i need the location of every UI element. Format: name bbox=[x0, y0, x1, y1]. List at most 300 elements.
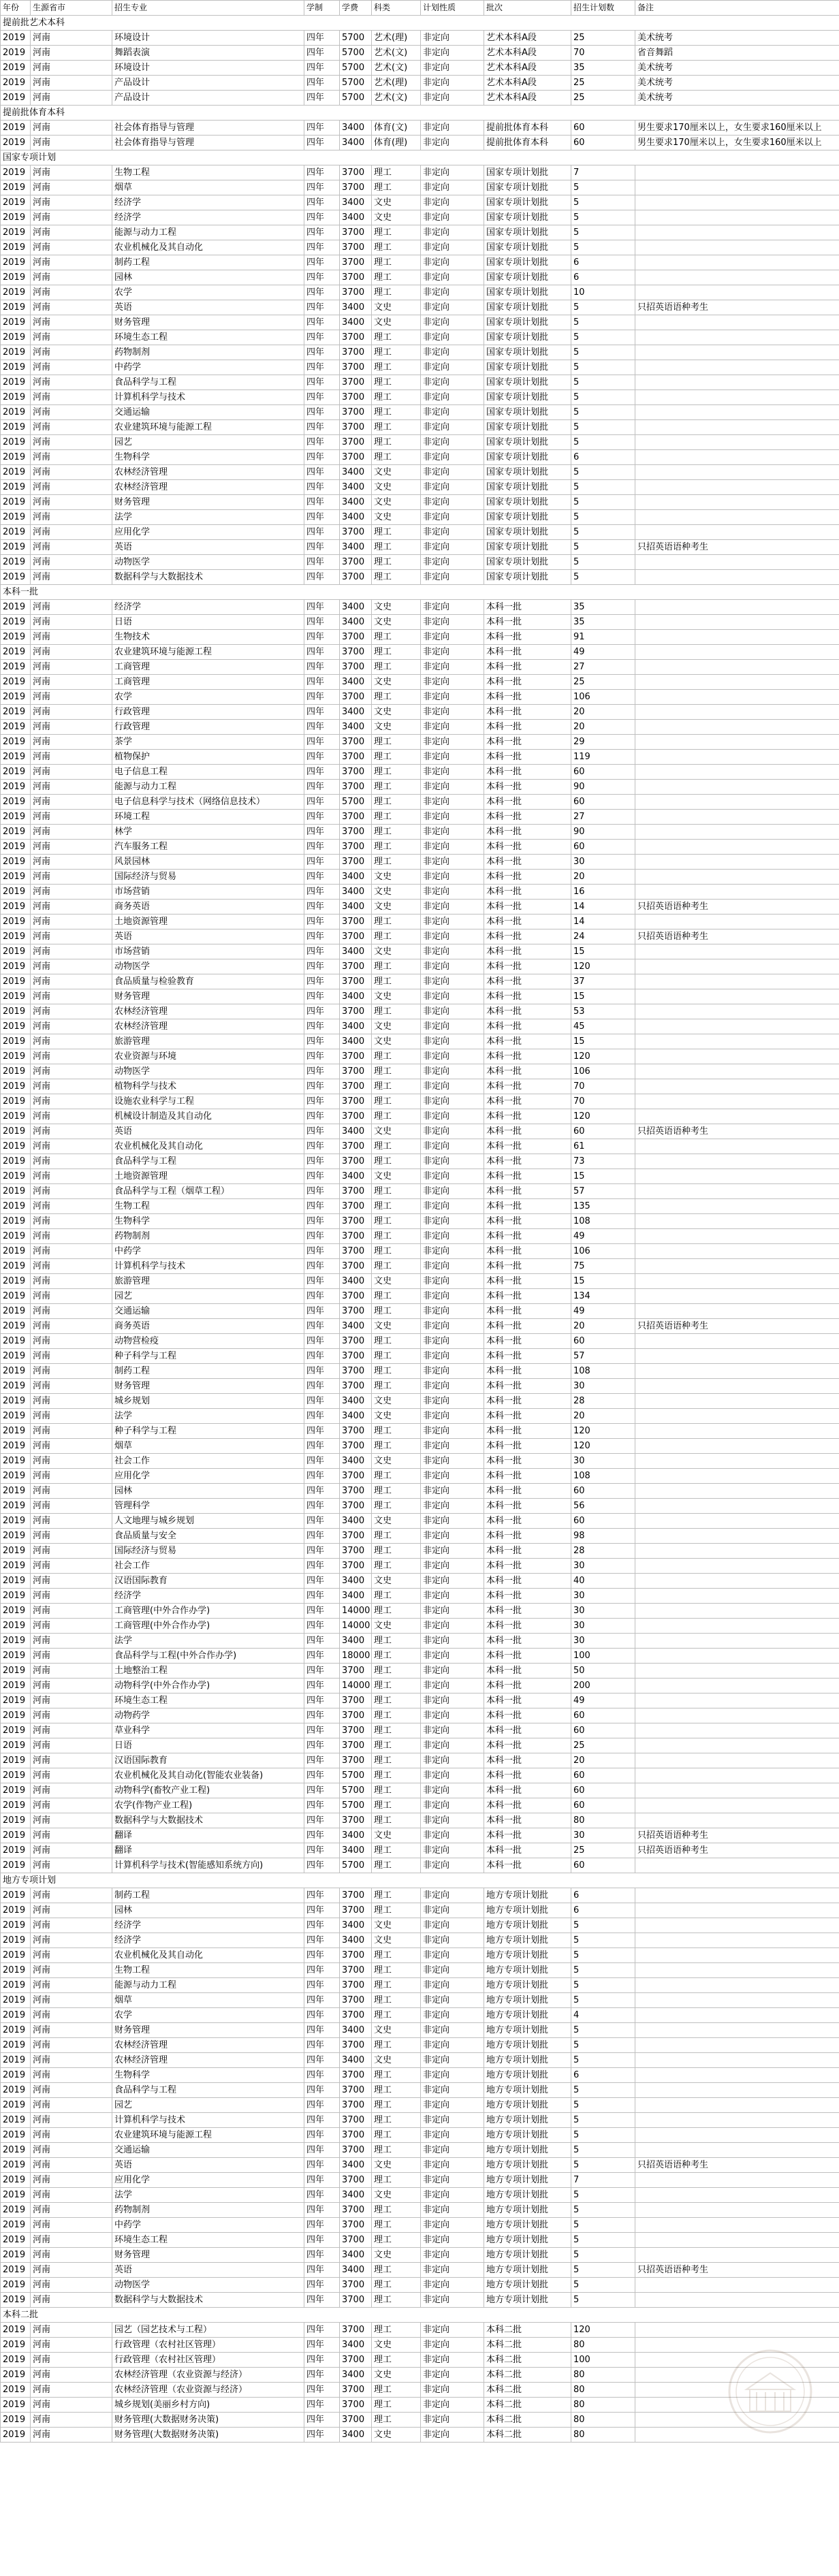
table-row bbox=[1, 1424, 839, 1439]
table-cell: 理工 bbox=[372, 1813, 421, 1828]
table-cell bbox=[635, 795, 839, 810]
table-cell: 3400 bbox=[340, 1514, 372, 1529]
table-cell: 3700 bbox=[340, 1694, 372, 1708]
table-cell: 2019 bbox=[1, 630, 31, 645]
table-cell: 2019 bbox=[1, 435, 31, 450]
table-cell: 3700 bbox=[340, 2143, 372, 2158]
table-cell: 2019 bbox=[1, 525, 31, 540]
table-cell: 体育(理) bbox=[372, 136, 421, 150]
table-row bbox=[1, 630, 839, 645]
table-cell: 5 bbox=[571, 2293, 635, 2308]
table-cell: 120 bbox=[571, 1109, 635, 1124]
table-cell: 文史 bbox=[372, 2053, 421, 2068]
table-row bbox=[1, 1394, 839, 1409]
table-cell: 理工 bbox=[372, 1768, 421, 1783]
table-cell: 3400 bbox=[340, 510, 372, 525]
header-cell: 年份 bbox=[1, 1, 31, 16]
table-row bbox=[1, 1738, 839, 1753]
table-cell: 27 bbox=[571, 660, 635, 675]
table-cell: 男生要求170厘米以上，女生要求160厘米以上 bbox=[635, 136, 839, 150]
table-cell: 6 bbox=[571, 1888, 635, 1903]
table-cell bbox=[635, 1199, 839, 1214]
table-cell: 3700 bbox=[340, 1109, 372, 1124]
table-cell: 四年 bbox=[304, 420, 340, 435]
table-cell: 6 bbox=[571, 450, 635, 465]
table-row bbox=[1, 1169, 839, 1184]
table-cell: 3400 bbox=[340, 136, 372, 150]
table-cell: 3700 bbox=[340, 2278, 372, 2293]
table-row bbox=[1, 1379, 839, 1394]
table-row bbox=[1, 1334, 839, 1349]
table-cell: 非定向 bbox=[421, 1049, 484, 1064]
table-cell: 3700 bbox=[340, 1304, 372, 1319]
table-cell: 只招英语语种考生 bbox=[635, 900, 839, 915]
table-row bbox=[1, 2413, 839, 2428]
table-cell: 四年 bbox=[304, 885, 340, 900]
table-cell: 计算机科学与技术 bbox=[112, 390, 304, 405]
table-cell: 非定向 bbox=[421, 2323, 484, 2338]
table-row bbox=[1, 810, 839, 825]
table-cell: 非定向 bbox=[421, 1888, 484, 1903]
table-cell: 四年 bbox=[304, 2083, 340, 2098]
table-cell bbox=[635, 450, 839, 465]
table-cell: 3700 bbox=[340, 570, 372, 585]
table-cell: 理工 bbox=[372, 420, 421, 435]
table-cell: 非定向 bbox=[421, 1199, 484, 1214]
table-cell: 非定向 bbox=[421, 1798, 484, 1813]
table-cell: 理工 bbox=[372, 2098, 421, 2113]
table-cell bbox=[635, 1424, 839, 1439]
table-cell: 河南 bbox=[31, 390, 112, 405]
table-cell: 2019 bbox=[1, 1274, 31, 1289]
table-cell bbox=[635, 1948, 839, 1963]
table-cell: 2019 bbox=[1, 1214, 31, 1229]
table-cell: 河南 bbox=[31, 1214, 112, 1229]
table-cell: 非定向 bbox=[421, 270, 484, 285]
table-cell: 食品科学与工程 bbox=[112, 1154, 304, 1169]
table-cell: 理工 bbox=[372, 915, 421, 929]
table-cell: 3400 bbox=[340, 2368, 372, 2383]
table-cell: 国家专项计划批 bbox=[484, 510, 571, 525]
table-cell: 地方专项计划批 bbox=[484, 2263, 571, 2278]
table-cell: 本科二批 bbox=[484, 2368, 571, 2383]
table-cell: 非定向 bbox=[421, 2083, 484, 2098]
table-cell: 2019 bbox=[1, 660, 31, 675]
table-cell: 3700 bbox=[340, 1199, 372, 1214]
table-cell: 2019 bbox=[1, 1379, 31, 1394]
table-cell: 理工 bbox=[372, 1004, 421, 1019]
table-cell: 四年 bbox=[304, 31, 340, 46]
table-cell: 2019 bbox=[1, 2413, 31, 2428]
table-cell: 非定向 bbox=[421, 1349, 484, 1364]
table-cell: 2019 bbox=[1, 2293, 31, 2308]
table-cell: 3400 bbox=[340, 1843, 372, 1858]
table-cell: 理工 bbox=[372, 929, 421, 944]
table-cell: 四年 bbox=[304, 900, 340, 915]
table-cell: 非定向 bbox=[421, 1424, 484, 1439]
table-cell: 2019 bbox=[1, 1169, 31, 1184]
table-cell: 非定向 bbox=[421, 944, 484, 959]
table-row bbox=[1, 1349, 839, 1364]
table-cell: 24 bbox=[571, 929, 635, 944]
table-cell: 120 bbox=[571, 1049, 635, 1064]
table-row bbox=[1, 285, 839, 300]
table-cell bbox=[635, 2338, 839, 2353]
table-cell: 四年 bbox=[304, 1424, 340, 1439]
table-cell: 理工 bbox=[372, 1948, 421, 1963]
table-cell: 非定向 bbox=[421, 1304, 484, 1319]
table-cell: 3700 bbox=[340, 1544, 372, 1559]
table-cell: 2019 bbox=[1, 2248, 31, 2263]
table-cell: 文史 bbox=[372, 2023, 421, 2038]
table-cell: 四年 bbox=[304, 525, 340, 540]
table-cell: 河南 bbox=[31, 2218, 112, 2233]
table-cell: 英语 bbox=[112, 1124, 304, 1139]
table-cell: 3400 bbox=[340, 2338, 372, 2353]
table-cell: 理工 bbox=[372, 1858, 421, 1873]
table-cell: 理工 bbox=[372, 1664, 421, 1679]
table-cell: 文史 bbox=[372, 1019, 421, 1034]
table-cell: 3700 bbox=[340, 2293, 372, 2308]
table-cell: 农业建筑环境与能源工程 bbox=[112, 2128, 304, 2143]
table-cell: 本科一批 bbox=[484, 1589, 571, 1604]
table-cell bbox=[635, 375, 839, 390]
table-cell: 社会工作 bbox=[112, 1559, 304, 1574]
table-cell: 60 bbox=[571, 1768, 635, 1783]
table-cell: 植物保护 bbox=[112, 750, 304, 765]
table-cell: 国家专项计划批 bbox=[484, 345, 571, 360]
table-cell: 四年 bbox=[304, 270, 340, 285]
table-cell: 能源与动力工程 bbox=[112, 225, 304, 240]
table-cell bbox=[635, 615, 839, 630]
table-cell: 5 bbox=[571, 2023, 635, 2038]
table-row bbox=[1, 345, 839, 360]
table-cell: 2019 bbox=[1, 1334, 31, 1349]
table-cell: 14 bbox=[571, 900, 635, 915]
table-cell: 文史 bbox=[372, 900, 421, 915]
table-cell: 河南 bbox=[31, 2023, 112, 2038]
table-cell: 河南 bbox=[31, 1559, 112, 1574]
table-cell: 英语 bbox=[112, 300, 304, 315]
table-cell: 美术统考 bbox=[635, 31, 839, 46]
table-cell: 电子信息工程 bbox=[112, 765, 304, 780]
section-title: 本科二批 bbox=[1, 2308, 839, 2323]
table-cell: 文史 bbox=[372, 480, 421, 495]
table-cell: 河南 bbox=[31, 2353, 112, 2368]
table-cell: 河南 bbox=[31, 315, 112, 330]
table-cell: 2019 bbox=[1, 2233, 31, 2248]
table-cell: 四年 bbox=[304, 959, 340, 974]
table-row bbox=[1, 1139, 839, 1154]
header-cell: 备注 bbox=[635, 1, 839, 16]
table-cell: 3400 bbox=[340, 2053, 372, 2068]
table-cell bbox=[635, 525, 839, 540]
table-cell: 土地资源管理 bbox=[112, 1169, 304, 1184]
table-cell: 文史 bbox=[372, 1124, 421, 1139]
table-cell: 60 bbox=[571, 1858, 635, 1873]
table-cell: 非定向 bbox=[421, 480, 484, 495]
table-cell: 河南 bbox=[31, 1918, 112, 1933]
table-cell: 20 bbox=[571, 1319, 635, 1334]
table-cell: 3400 bbox=[340, 1574, 372, 1589]
table-row bbox=[1, 2158, 839, 2173]
table-cell bbox=[635, 2068, 839, 2083]
table-cell bbox=[635, 1903, 839, 1918]
table-cell: 3400 bbox=[340, 1394, 372, 1409]
table-cell: 本科一批 bbox=[484, 750, 571, 765]
table-cell: 非定向 bbox=[421, 1004, 484, 1019]
table-row bbox=[1, 1499, 839, 1514]
table-cell: 河南 bbox=[31, 2398, 112, 2413]
table-cell: 非定向 bbox=[421, 46, 484, 61]
table-cell: 本科一批 bbox=[484, 1783, 571, 1798]
table-cell: 艺术(理) bbox=[372, 31, 421, 46]
table-cell: 2019 bbox=[1, 1679, 31, 1694]
table-cell: 2019 bbox=[1, 690, 31, 705]
table-cell: 非定向 bbox=[421, 2203, 484, 2218]
table-cell: 2019 bbox=[1, 510, 31, 525]
table-cell: 地方专项计划批 bbox=[484, 2218, 571, 2233]
table-cell: 2019 bbox=[1, 165, 31, 180]
table-row bbox=[1, 1544, 839, 1559]
table-cell: 2019 bbox=[1, 2098, 31, 2113]
table-cell: 3400 bbox=[340, 1169, 372, 1184]
table-cell: 5 bbox=[571, 2188, 635, 2203]
table-cell: 本科一批 bbox=[484, 1858, 571, 1873]
table-cell: 理工 bbox=[372, 2173, 421, 2188]
table-cell: 理工 bbox=[372, 165, 421, 180]
table-cell: 3700 bbox=[340, 2113, 372, 2128]
table-cell bbox=[635, 1259, 839, 1274]
table-cell: 2019 bbox=[1, 1394, 31, 1409]
table-cell: 河南 bbox=[31, 285, 112, 300]
table-cell bbox=[635, 2413, 839, 2428]
table-cell: 理工 bbox=[372, 855, 421, 870]
table-cell: 2019 bbox=[1, 121, 31, 136]
table-cell: 49 bbox=[571, 645, 635, 660]
table-cell bbox=[635, 780, 839, 795]
table-cell: 2019 bbox=[1, 2023, 31, 2038]
table-row bbox=[1, 1124, 839, 1139]
table-cell: 2019 bbox=[1, 2188, 31, 2203]
table-cell: 四年 bbox=[304, 1544, 340, 1559]
table-cell: 农业建筑环境与能源工程 bbox=[112, 420, 304, 435]
table-cell: 60 bbox=[571, 1798, 635, 1813]
table-row bbox=[1, 1019, 839, 1034]
table-cell: 70 bbox=[571, 1079, 635, 1094]
table-cell: 非定向 bbox=[421, 210, 484, 225]
table-cell: 30 bbox=[571, 1379, 635, 1394]
table-cell: 河南 bbox=[31, 989, 112, 1004]
table-cell: 2019 bbox=[1, 1184, 31, 1199]
table-cell: 生物工程 bbox=[112, 1199, 304, 1214]
table-cell: 四年 bbox=[304, 1978, 340, 1993]
table-cell: 理工 bbox=[372, 1993, 421, 2008]
table-cell: 本科二批 bbox=[484, 2353, 571, 2368]
table-cell: 3700 bbox=[340, 735, 372, 750]
table-cell: 理工 bbox=[372, 795, 421, 810]
table-cell: 旅游管理 bbox=[112, 1034, 304, 1049]
table-cell: 动物医学 bbox=[112, 959, 304, 974]
table-cell: 3400 bbox=[340, 2188, 372, 2203]
table-cell: 2019 bbox=[1, 885, 31, 900]
table-cell: 四年 bbox=[304, 1034, 340, 1049]
table-cell: 经济学 bbox=[112, 1933, 304, 1948]
table-cell: 3400 bbox=[340, 2023, 372, 2038]
table-cell bbox=[635, 420, 839, 435]
table-cell: 地方专项计划批 bbox=[484, 2083, 571, 2098]
table-cell: 本科一批 bbox=[484, 900, 571, 915]
table-cell bbox=[635, 660, 839, 675]
table-cell: 3400 bbox=[340, 121, 372, 136]
table-cell: 农学 bbox=[112, 2008, 304, 2023]
table-cell: 国家专项计划批 bbox=[484, 330, 571, 345]
table-cell: 本科一批 bbox=[484, 1843, 571, 1858]
table-cell: 国家专项计划批 bbox=[484, 210, 571, 225]
table-cell: 农学 bbox=[112, 285, 304, 300]
table-cell: 60 bbox=[571, 121, 635, 136]
table-cell: 四年 bbox=[304, 2188, 340, 2203]
table-cell bbox=[635, 1649, 839, 1664]
table-cell: 四年 bbox=[304, 1948, 340, 1963]
table-cell: 工商管理 bbox=[112, 660, 304, 675]
table-cell: 四年 bbox=[304, 1334, 340, 1349]
table-row bbox=[1, 1529, 839, 1544]
table-row bbox=[1, 1664, 839, 1679]
table-cell: 只招英语语种考生 bbox=[635, 300, 839, 315]
table-cell: 理工 bbox=[372, 2113, 421, 2128]
table-cell: 2019 bbox=[1, 2263, 31, 2278]
table-cell: 61 bbox=[571, 1139, 635, 1154]
table-cell: 非定向 bbox=[421, 240, 484, 255]
table-cell: 120 bbox=[571, 1424, 635, 1439]
table-cell: 四年 bbox=[304, 2173, 340, 2188]
table-cell: 河南 bbox=[31, 1439, 112, 1454]
table-cell: 2019 bbox=[1, 2113, 31, 2128]
table-cell: 20 bbox=[571, 720, 635, 735]
table-cell: 四年 bbox=[304, 1753, 340, 1768]
table-cell: 本科一批 bbox=[484, 1604, 571, 1619]
table-cell: 行政管理（农村社区管理） bbox=[112, 2353, 304, 2368]
table-cell: 3700 bbox=[340, 240, 372, 255]
table-cell: 本科二批 bbox=[484, 2413, 571, 2428]
table-cell: 非定向 bbox=[421, 2368, 484, 2383]
table-cell: 理工 bbox=[372, 1439, 421, 1454]
table-cell: 理工 bbox=[372, 750, 421, 765]
table-row bbox=[1, 900, 839, 915]
table-cell: 5700 bbox=[340, 46, 372, 61]
table-cell: 制药工程 bbox=[112, 255, 304, 270]
table-cell: 四年 bbox=[304, 1109, 340, 1124]
table-cell: 2019 bbox=[1, 1019, 31, 1034]
table-cell bbox=[635, 180, 839, 195]
table-cell: 5 bbox=[571, 540, 635, 555]
table-cell: 河南 bbox=[31, 1843, 112, 1858]
table-cell: 经济学 bbox=[112, 600, 304, 615]
table-row bbox=[1, 1843, 839, 1858]
table-cell: 非定向 bbox=[421, 1094, 484, 1109]
table-cell: 四年 bbox=[304, 1589, 340, 1604]
table-cell: 理工 bbox=[372, 1064, 421, 1079]
table-cell: 四年 bbox=[304, 1619, 340, 1634]
table-cell: 理工 bbox=[372, 1708, 421, 1723]
table-cell: 四年 bbox=[304, 1708, 340, 1723]
table-cell: 四年 bbox=[304, 2383, 340, 2398]
table-cell: 25 bbox=[571, 76, 635, 91]
table-cell: 农业机械化及其自动化 bbox=[112, 1948, 304, 1963]
table-cell: 提前批体育本科 bbox=[484, 121, 571, 136]
table-cell: 艺术本科A段 bbox=[484, 46, 571, 61]
table-cell: 2019 bbox=[1, 1289, 31, 1304]
table-cell: 河南 bbox=[31, 165, 112, 180]
table-cell: 河南 bbox=[31, 1499, 112, 1514]
table-cell: 5 bbox=[571, 2083, 635, 2098]
table-row bbox=[1, 1439, 839, 1454]
table-cell: 国家专项计划批 bbox=[484, 375, 571, 390]
table-cell: 25 bbox=[571, 1843, 635, 1858]
table-row bbox=[1, 1918, 839, 1933]
table-cell: 只招英语语种考生 bbox=[635, 2263, 839, 2278]
table-cell bbox=[635, 240, 839, 255]
table-cell: 农学 bbox=[112, 690, 304, 705]
table-cell: 3400 bbox=[340, 989, 372, 1004]
table-cell: 国家专项计划批 bbox=[484, 195, 571, 210]
table-cell: 理工 bbox=[372, 1244, 421, 1259]
table-cell bbox=[635, 735, 839, 750]
table-cell: 文史 bbox=[372, 1574, 421, 1589]
table-cell: 社会体育指导与管理 bbox=[112, 136, 304, 150]
table-cell: 非定向 bbox=[421, 720, 484, 735]
table-cell: 地方专项计划批 bbox=[484, 2173, 571, 2188]
table-cell: 理工 bbox=[372, 345, 421, 360]
table-cell: 非定向 bbox=[421, 974, 484, 989]
table-cell: 四年 bbox=[304, 1124, 340, 1139]
table-cell: 非定向 bbox=[421, 1034, 484, 1049]
table-cell: 3700 bbox=[340, 255, 372, 270]
table-cell: 非定向 bbox=[421, 630, 484, 645]
table-cell: 四年 bbox=[304, 2113, 340, 2128]
table-cell bbox=[635, 944, 839, 959]
table-cell: 119 bbox=[571, 750, 635, 765]
table-row bbox=[1, 165, 839, 180]
table-cell: 本科一批 bbox=[484, 1049, 571, 1064]
table-cell: 河南 bbox=[31, 974, 112, 989]
table-cell: 非定向 bbox=[421, 1708, 484, 1723]
table-cell: 河南 bbox=[31, 2098, 112, 2113]
table-cell: 3400 bbox=[340, 705, 372, 720]
table-cell: 非定向 bbox=[421, 2248, 484, 2263]
table-cell: 商务英语 bbox=[112, 1319, 304, 1334]
table-cell bbox=[635, 885, 839, 900]
table-cell: 70 bbox=[571, 46, 635, 61]
table-cell: 四年 bbox=[304, 1574, 340, 1589]
table-cell: 四年 bbox=[304, 165, 340, 180]
table-cell bbox=[635, 1544, 839, 1559]
table-cell: 3700 bbox=[340, 1993, 372, 2008]
table-cell: 理工 bbox=[372, 1109, 421, 1124]
table-cell: 本科一批 bbox=[484, 1109, 571, 1124]
table-cell: 5 bbox=[571, 405, 635, 420]
table-cell: 四年 bbox=[304, 720, 340, 735]
table-cell: 人文地理与城乡规划 bbox=[112, 1514, 304, 1529]
table-cell: 四年 bbox=[304, 1529, 340, 1544]
table-cell: 只招英语语种考生 bbox=[635, 540, 839, 555]
table-row bbox=[1, 870, 839, 885]
table-cell: 日语 bbox=[112, 1738, 304, 1753]
table-cell: 四年 bbox=[304, 2203, 340, 2218]
table-cell bbox=[635, 1214, 839, 1229]
table-cell: 文史 bbox=[372, 615, 421, 630]
